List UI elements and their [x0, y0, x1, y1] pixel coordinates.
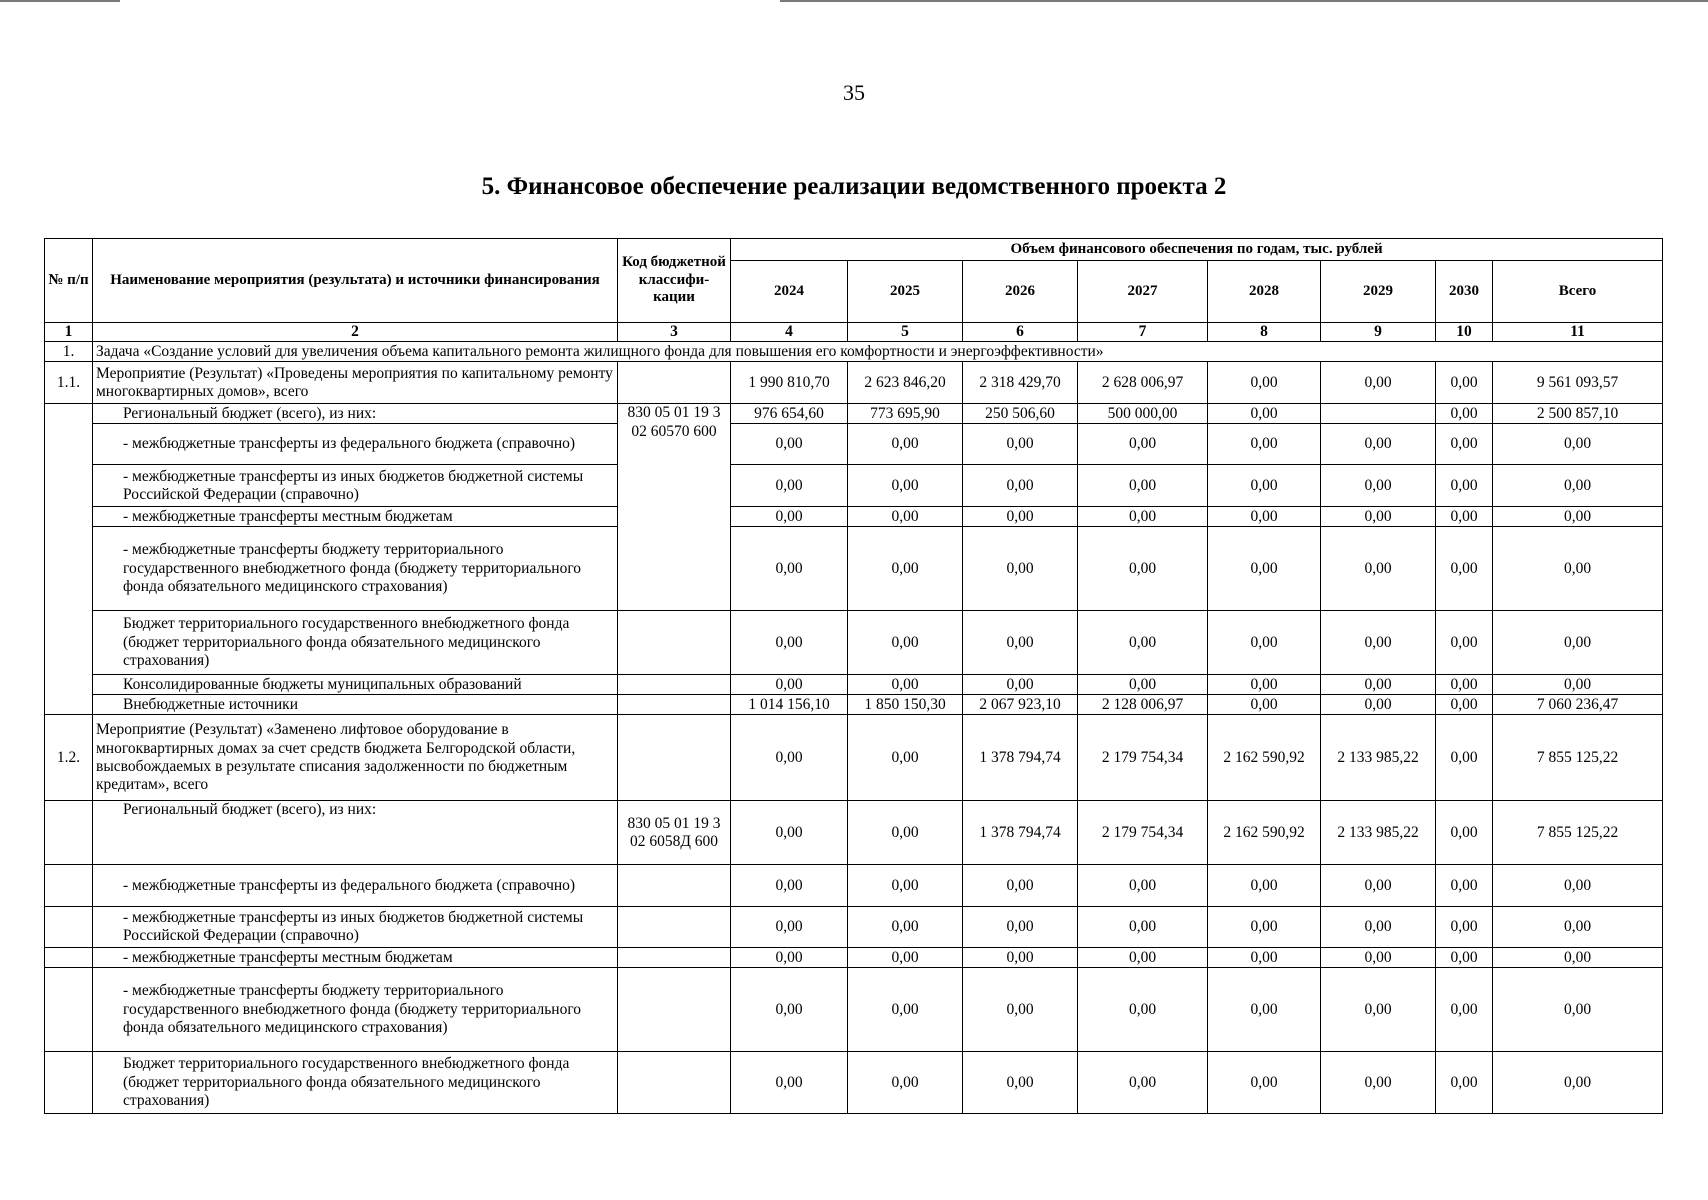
value-cell: 1 990 810,70	[731, 362, 848, 404]
column-number: 9	[1321, 323, 1436, 342]
value-cell: 0,00	[1078, 948, 1208, 968]
financing-table	[44, 238, 1663, 1114]
value-cell: 0,00	[1208, 465, 1321, 507]
value-cell: 0,00	[731, 948, 848, 968]
value-cell: 0,00	[731, 715, 848, 801]
value-cell	[1321, 404, 1436, 424]
source-name: Внебюджетные источники	[93, 695, 618, 715]
value-cell: 0,00	[848, 465, 963, 507]
source-name: Консолидированные бюджеты муниципальных образований	[93, 675, 618, 695]
table-row	[45, 527, 1663, 611]
code-cell	[618, 675, 731, 695]
value-cell: 0,00	[963, 865, 1078, 907]
total-cell: 0,00	[1493, 611, 1663, 675]
column-header-code: Код бюджетной классифи-кации	[618, 239, 731, 323]
value-cell: 1 850 150,30	[848, 695, 963, 715]
value-cell: 0,00	[963, 1052, 1078, 1114]
value-cell: 0,00	[1078, 507, 1208, 527]
value-cell: 0,00	[1436, 507, 1493, 527]
value-cell: 2 179 754,34	[1078, 801, 1208, 865]
column-number-row	[45, 323, 1663, 342]
source-name: Региональный бюджет (всего), из них:	[93, 801, 618, 865]
code-cell	[618, 948, 731, 968]
value-cell: 0,00	[963, 507, 1078, 527]
value-cell: 0,00	[848, 968, 963, 1052]
value-cell: 0,00	[731, 1052, 848, 1114]
value-cell: 0,00	[1436, 424, 1493, 465]
total-cell: 2 500 857,10	[1493, 404, 1663, 424]
code-cell	[618, 865, 731, 907]
value-cell: 0,00	[963, 968, 1078, 1052]
value-cell: 2 128 006,97	[1078, 695, 1208, 715]
value-cell: 0,00	[1208, 527, 1321, 611]
table-row	[45, 675, 1663, 695]
value-cell: 0,00	[1208, 424, 1321, 465]
year-header: 2024	[731, 261, 848, 323]
source-name: Региональный бюджет (всего), из них:	[93, 404, 618, 424]
value-cell: 0,00	[1321, 527, 1436, 611]
value-cell: 0,00	[1436, 695, 1493, 715]
year-header: 2029	[1321, 261, 1436, 323]
column-number: 10	[1436, 323, 1493, 342]
total-cell: 7 855 125,22	[1493, 801, 1663, 865]
table-row	[45, 362, 1663, 404]
source-name: - межбюджетные трансферты из федерального бюджета (справочно)	[93, 424, 618, 465]
value-cell: 0,00	[963, 424, 1078, 465]
value-cell: 976 654,60	[731, 404, 848, 424]
value-cell: 0,00	[1436, 404, 1493, 424]
value-cell: 0,00	[1078, 675, 1208, 695]
value-cell: 0,00	[1436, 611, 1493, 675]
value-cell: 0,00	[848, 907, 963, 948]
row-number	[45, 404, 93, 715]
value-cell: 0,00	[1321, 695, 1436, 715]
value-cell: 2 067 923,10	[963, 695, 1078, 715]
total-cell: 0,00	[1493, 907, 1663, 948]
column-header-name: Наименование мероприятия (результата) и источники финансирования	[93, 239, 618, 323]
value-cell: 0,00	[1436, 865, 1493, 907]
table-row	[45, 507, 1663, 527]
value-cell: 0,00	[1078, 968, 1208, 1052]
row-number	[45, 948, 93, 968]
value-cell: 0,00	[963, 611, 1078, 675]
value-cell: 0,00	[1208, 968, 1321, 1052]
value-cell: 0,00	[1436, 801, 1493, 865]
value-cell: 0,00	[848, 675, 963, 695]
value-cell: 0,00	[848, 948, 963, 968]
value-cell: 0,00	[963, 907, 1078, 948]
value-cell: 0,00	[1208, 695, 1321, 715]
table-row	[45, 801, 1663, 865]
value-cell: 500 000,00	[1078, 404, 1208, 424]
source-name: - межбюджетные трансферты из иных бюджетов бюджетной системы Российской Федерации (справочно)	[93, 465, 618, 507]
table-row	[45, 404, 1663, 424]
column-header-number: № п/п	[45, 239, 93, 323]
source-name: - межбюджетные трансферты бюджету территориального государственного внебюджетного фонда (бюджету территориального фонда обязательного медицинского страхования)	[93, 968, 618, 1052]
year-header: 2025	[848, 261, 963, 323]
value-cell: 0,00	[731, 424, 848, 465]
value-cell: 0,00	[1321, 907, 1436, 948]
column-number: 6	[963, 323, 1078, 342]
year-header: 2028	[1208, 261, 1321, 323]
value-cell: 0,00	[1321, 611, 1436, 675]
value-cell: 0,00	[1078, 1052, 1208, 1114]
value-cell: 773 695,90	[848, 404, 963, 424]
value-cell: 0,00	[963, 527, 1078, 611]
code-cell	[618, 611, 731, 675]
value-cell: 0,00	[1321, 675, 1436, 695]
value-cell: 0,00	[848, 801, 963, 865]
total-cell: 7 060 236,47	[1493, 695, 1663, 715]
total-cell: 0,00	[1493, 424, 1663, 465]
total-cell: 0,00	[1493, 465, 1663, 507]
value-cell: 0,00	[1208, 865, 1321, 907]
column-number: 2	[93, 323, 618, 342]
table-row	[45, 424, 1663, 465]
code-cell	[618, 695, 731, 715]
column-header-volume: Объем финансового обеспечения по годам, тыс. рублей	[731, 239, 1663, 261]
value-cell: 0,00	[1436, 948, 1493, 968]
row-number: 1.1.	[45, 362, 93, 404]
source-name: - межбюджетные трансферты бюджету территориального государственного внебюджетного фонда (бюджету территориального фонда обязательного медицинского страхования)	[93, 527, 618, 611]
value-cell: 0,00	[1208, 404, 1321, 424]
scan-edge-line	[780, 0, 1708, 2]
value-cell: 0,00	[731, 968, 848, 1052]
value-cell: 0,00	[1436, 907, 1493, 948]
table-row	[45, 968, 1663, 1052]
value-cell: 2 318 429,70	[963, 362, 1078, 404]
row-number: 1.2.	[45, 715, 93, 801]
value-cell: 0,00	[1436, 715, 1493, 801]
code-cell: 830 05 01 19 3 02 6058Д 600	[618, 801, 731, 865]
value-cell: 0,00	[1436, 1052, 1493, 1114]
value-cell: 250 506,60	[963, 404, 1078, 424]
table-row	[45, 948, 1663, 968]
row-number	[45, 801, 93, 865]
value-cell: 0,00	[731, 675, 848, 695]
value-cell: 0,00	[848, 527, 963, 611]
total-cell: 0,00	[1493, 675, 1663, 695]
table-row	[45, 465, 1663, 507]
value-cell: 0,00	[1208, 907, 1321, 948]
value-cell: 0,00	[1436, 968, 1493, 1052]
value-cell: 2 628 006,97	[1078, 362, 1208, 404]
value-cell: 0,00	[1078, 907, 1208, 948]
value-cell: 0,00	[1078, 465, 1208, 507]
row-number	[45, 968, 93, 1052]
value-cell: 2 133 985,22	[1321, 801, 1436, 865]
value-cell: 0,00	[1436, 675, 1493, 695]
column-number: 11	[1493, 323, 1663, 342]
page-number: 35	[843, 80, 865, 105]
value-cell: 0,00	[1321, 968, 1436, 1052]
total-cell: 0,00	[1493, 948, 1663, 968]
year-header: 2030	[1436, 261, 1493, 323]
value-cell: 0,00	[1208, 1052, 1321, 1114]
column-number: 8	[1208, 323, 1321, 342]
source-name: Бюджет территориального государственного внебюджетного фонда (бюджет территориального фонда обязательного медицинского страхования)	[93, 611, 618, 675]
value-cell: 0,00	[1078, 527, 1208, 611]
column-number: 3	[618, 323, 731, 342]
value-cell: 0,00	[1321, 865, 1436, 907]
total-cell: 7 855 125,22	[1493, 715, 1663, 801]
value-cell: 1 014 156,10	[731, 695, 848, 715]
source-name: Бюджет территориального государственного внебюджетного фонда (бюджет территориального фонда обязательного медицинского страхования)	[93, 1052, 618, 1114]
value-cell: 0,00	[1436, 362, 1493, 404]
value-cell: 0,00	[848, 715, 963, 801]
value-cell: 0,00	[1321, 465, 1436, 507]
scan-edge-line	[0, 0, 120, 2]
value-cell: 0,00	[731, 801, 848, 865]
value-cell: 0,00	[1321, 362, 1436, 404]
value-cell: 0,00	[731, 865, 848, 907]
value-cell: 2 179 754,34	[1078, 715, 1208, 801]
row-number	[45, 1052, 93, 1114]
column-number: 7	[1078, 323, 1208, 342]
value-cell: 0,00	[1078, 611, 1208, 675]
code-cell	[618, 907, 731, 948]
measure-name: Мероприятие (Результат) «Проведены мероприятия по капитальному ремонту многоквартирных домов», всего	[93, 362, 618, 404]
value-cell: 0,00	[1321, 507, 1436, 527]
value-cell: 0,00	[731, 465, 848, 507]
total-cell: 9 561 093,57	[1493, 362, 1663, 404]
row-number: 1.	[45, 342, 93, 362]
code-cell	[618, 1052, 731, 1114]
table-row	[45, 907, 1663, 948]
year-header: 2026	[963, 261, 1078, 323]
source-name: - межбюджетные трансферты из федерального бюджета (справочно)	[93, 865, 618, 907]
value-cell: 0,00	[1078, 424, 1208, 465]
value-cell: 1 378 794,74	[963, 801, 1078, 865]
code-cell	[618, 968, 731, 1052]
total-cell: 0,00	[1493, 865, 1663, 907]
value-cell: 0,00	[1208, 948, 1321, 968]
task-text: Задача «Создание условий для увеличения объема капитального ремонта жилищного фонда для повышения его комфортности и энергоэффективности»	[93, 342, 1663, 362]
value-cell: 0,00	[848, 424, 963, 465]
task-row	[45, 342, 1663, 362]
value-cell: 0,00	[1078, 865, 1208, 907]
value-cell: 0,00	[848, 507, 963, 527]
value-cell: 0,00	[1208, 507, 1321, 527]
value-cell: 0,00	[1321, 424, 1436, 465]
value-cell: 0,00	[1208, 611, 1321, 675]
value-cell: 1 378 794,74	[963, 715, 1078, 801]
table-row	[45, 611, 1663, 675]
code-cell	[618, 715, 731, 801]
value-cell: 0,00	[1321, 948, 1436, 968]
value-cell: 0,00	[963, 465, 1078, 507]
value-cell: 0,00	[1436, 527, 1493, 611]
row-number	[45, 907, 93, 948]
table-row	[45, 865, 1663, 907]
value-cell: 0,00	[963, 948, 1078, 968]
source-name: - межбюджетные трансферты местным бюджетам	[93, 507, 618, 527]
value-cell: 2 162 590,92	[1208, 715, 1321, 801]
value-cell: 2 162 590,92	[1208, 801, 1321, 865]
table-row	[45, 695, 1663, 715]
value-cell: 0,00	[1436, 465, 1493, 507]
code-cell: 830 05 01 19 3 02 60570 600	[618, 404, 731, 611]
value-cell: 0,00	[848, 1052, 963, 1114]
value-cell: 0,00	[1208, 362, 1321, 404]
table-row	[45, 715, 1663, 801]
table-row	[45, 1052, 1663, 1114]
value-cell: 2 623 846,20	[848, 362, 963, 404]
column-number: 5	[848, 323, 963, 342]
value-cell: 0,00	[1321, 1052, 1436, 1114]
total-cell: 0,00	[1493, 507, 1663, 527]
measure-name: Мероприятие (Результат) «Заменено лифтовое оборудование в многоквартирных домах за счет средств бюджета Белгородской области, высвобождаемых в результате списания задолженности по бюджетным кредитам», всего	[93, 715, 618, 801]
value-cell: 2 133 985,22	[1321, 715, 1436, 801]
total-cell: 0,00	[1493, 968, 1663, 1052]
value-cell: 0,00	[731, 907, 848, 948]
source-name: - межбюджетные трансферты местным бюджетам	[93, 948, 618, 968]
value-cell: 0,00	[731, 611, 848, 675]
value-cell: 0,00	[731, 507, 848, 527]
source-name: - межбюджетные трансферты из иных бюджетов бюджетной системы Российской Федерации (справочно)	[93, 907, 618, 948]
code-cell	[618, 362, 731, 404]
total-cell: 0,00	[1493, 527, 1663, 611]
column-number: 4	[731, 323, 848, 342]
value-cell: 0,00	[731, 527, 848, 611]
value-cell: 0,00	[1208, 675, 1321, 695]
page-title: 5. Финансовое обеспечение реализации ведомственного проекта 2	[481, 173, 1227, 200]
year-header: 2027	[1078, 261, 1208, 323]
total-header: Всего	[1493, 261, 1663, 323]
total-cell: 0,00	[1493, 1052, 1663, 1114]
value-cell: 0,00	[848, 865, 963, 907]
value-cell: 0,00	[848, 611, 963, 675]
value-cell: 0,00	[963, 675, 1078, 695]
column-number: 1	[45, 323, 93, 342]
row-number	[45, 865, 93, 907]
